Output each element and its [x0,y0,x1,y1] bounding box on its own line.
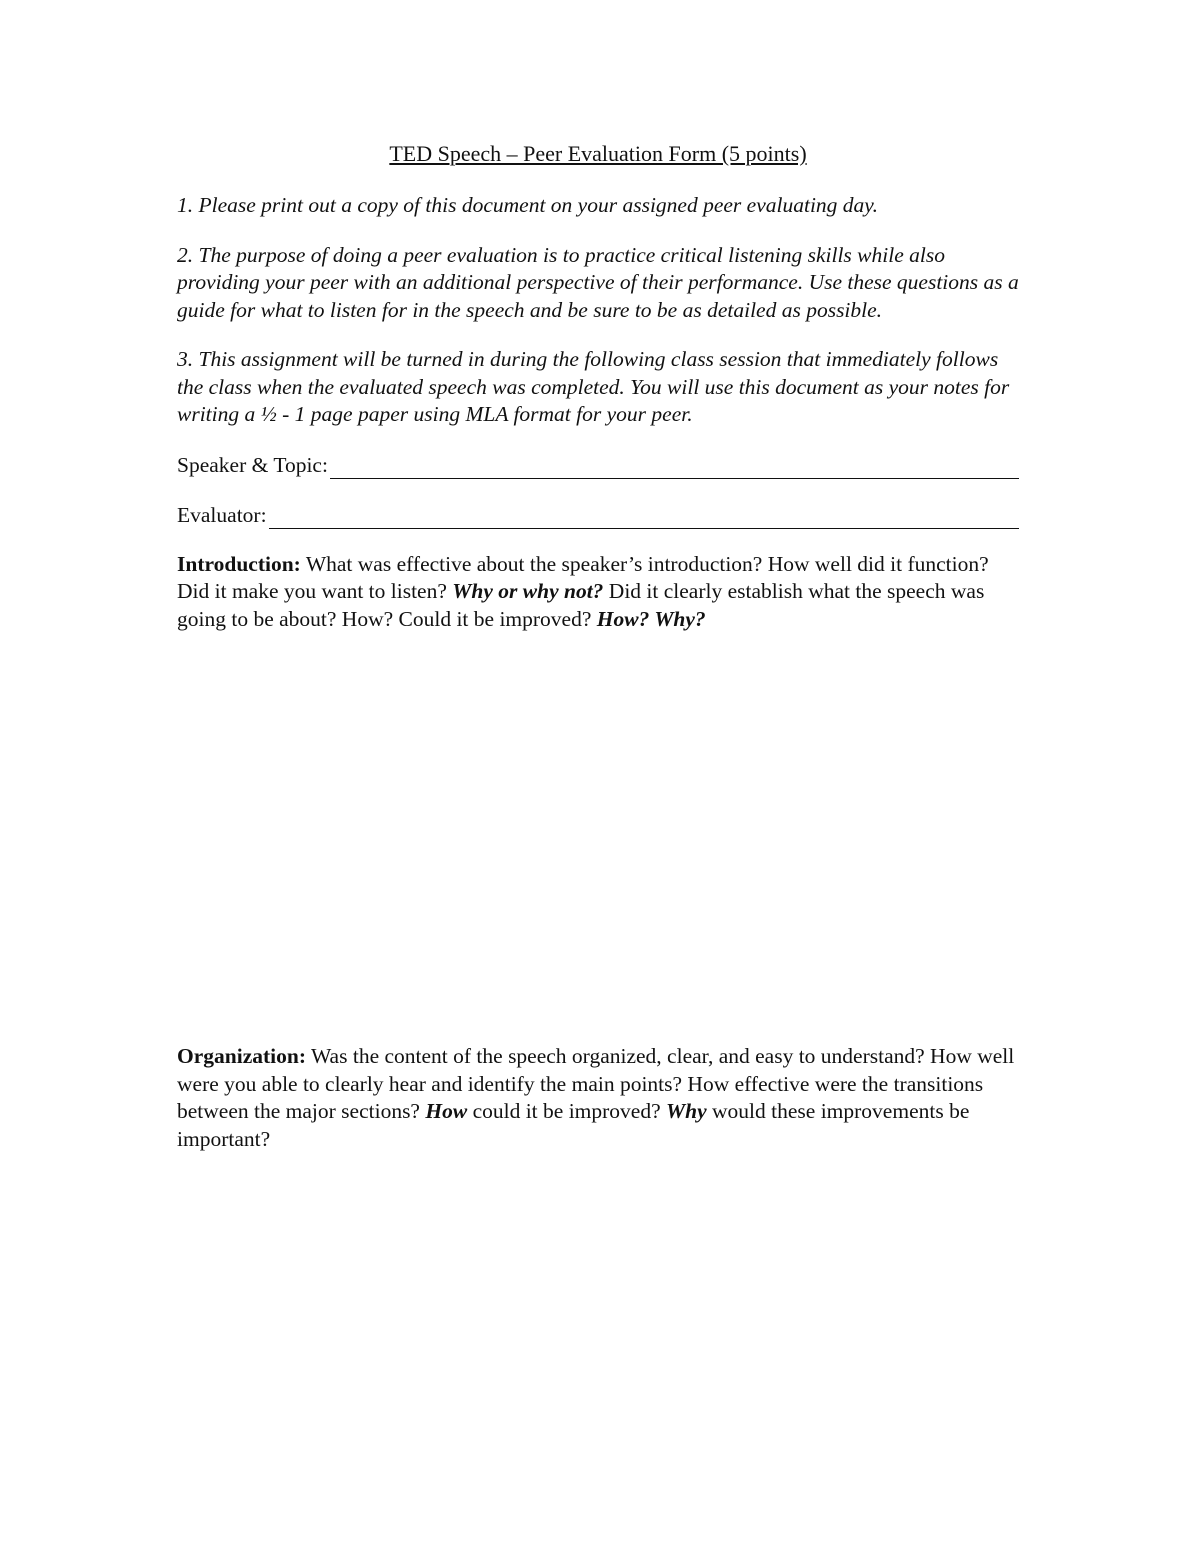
evaluator-label: Evaluator: [177,502,267,527]
introduction-emphasis-2: How? Why? [596,606,706,631]
page-title: TED Speech – Peer Evaluation Form (5 points) [389,141,807,166]
speaker-topic-field[interactable] [177,451,1019,479]
organization-question [177,1043,1019,1153]
organization-heading: Organization: [177,1044,306,1068]
instruction-2: 2. The purpose of doing a peer evaluation is to practice critical listening skills while also providing your peer with an additional perspective of their performance. Use these questions as a guide for what to listen for in the speech and be sure to be as detailed as possible. [177,242,1019,322]
organization-emphasis-1: How [425,1099,468,1123]
evaluator-field[interactable] [177,501,1019,529]
introduction-question [177,551,1019,634]
organization-text-3: would these improvements be important? [177,1099,970,1151]
evaluator-blank-line[interactable] [269,506,1019,529]
introduction-heading: Introduction: [177,551,301,576]
instruction-3: 3. This assignment will be turned in during the following class session that immediately follows the class when the evaluated speech was completed. You will use this document as your notes for writing a ½ - 1 page paper using MLA format for your peer. [177,347,1010,426]
organization-text-2: could it be improved? [467,1099,667,1123]
speaker-topic-label: Speaker & Topic: [177,452,328,477]
document-body [177,140,1019,1151]
instruction-1: 1. Please print out a copy of this document on your assigned peer evaluating day. [177,193,879,217]
introduction-emphasis-1: Why or why not? [452,579,604,603]
speaker-topic-blank-line[interactable] [330,456,1019,479]
organization-emphasis-2: Why [666,1099,707,1123]
introduction-text-2: Did it clearly establish what the speech was going to be about? How? Could it be improved? [177,579,985,631]
organization-text-1: Was the content of the speech organized, clear, and easy to understand? How well were you able to clearly hear and identify the main points? How effective were the transitions between the major sections? [177,1044,1015,1123]
introduction-text-1: What was effective about the speaker’s introduction? How well did it function? Did it make you want to listen? [177,551,989,603]
